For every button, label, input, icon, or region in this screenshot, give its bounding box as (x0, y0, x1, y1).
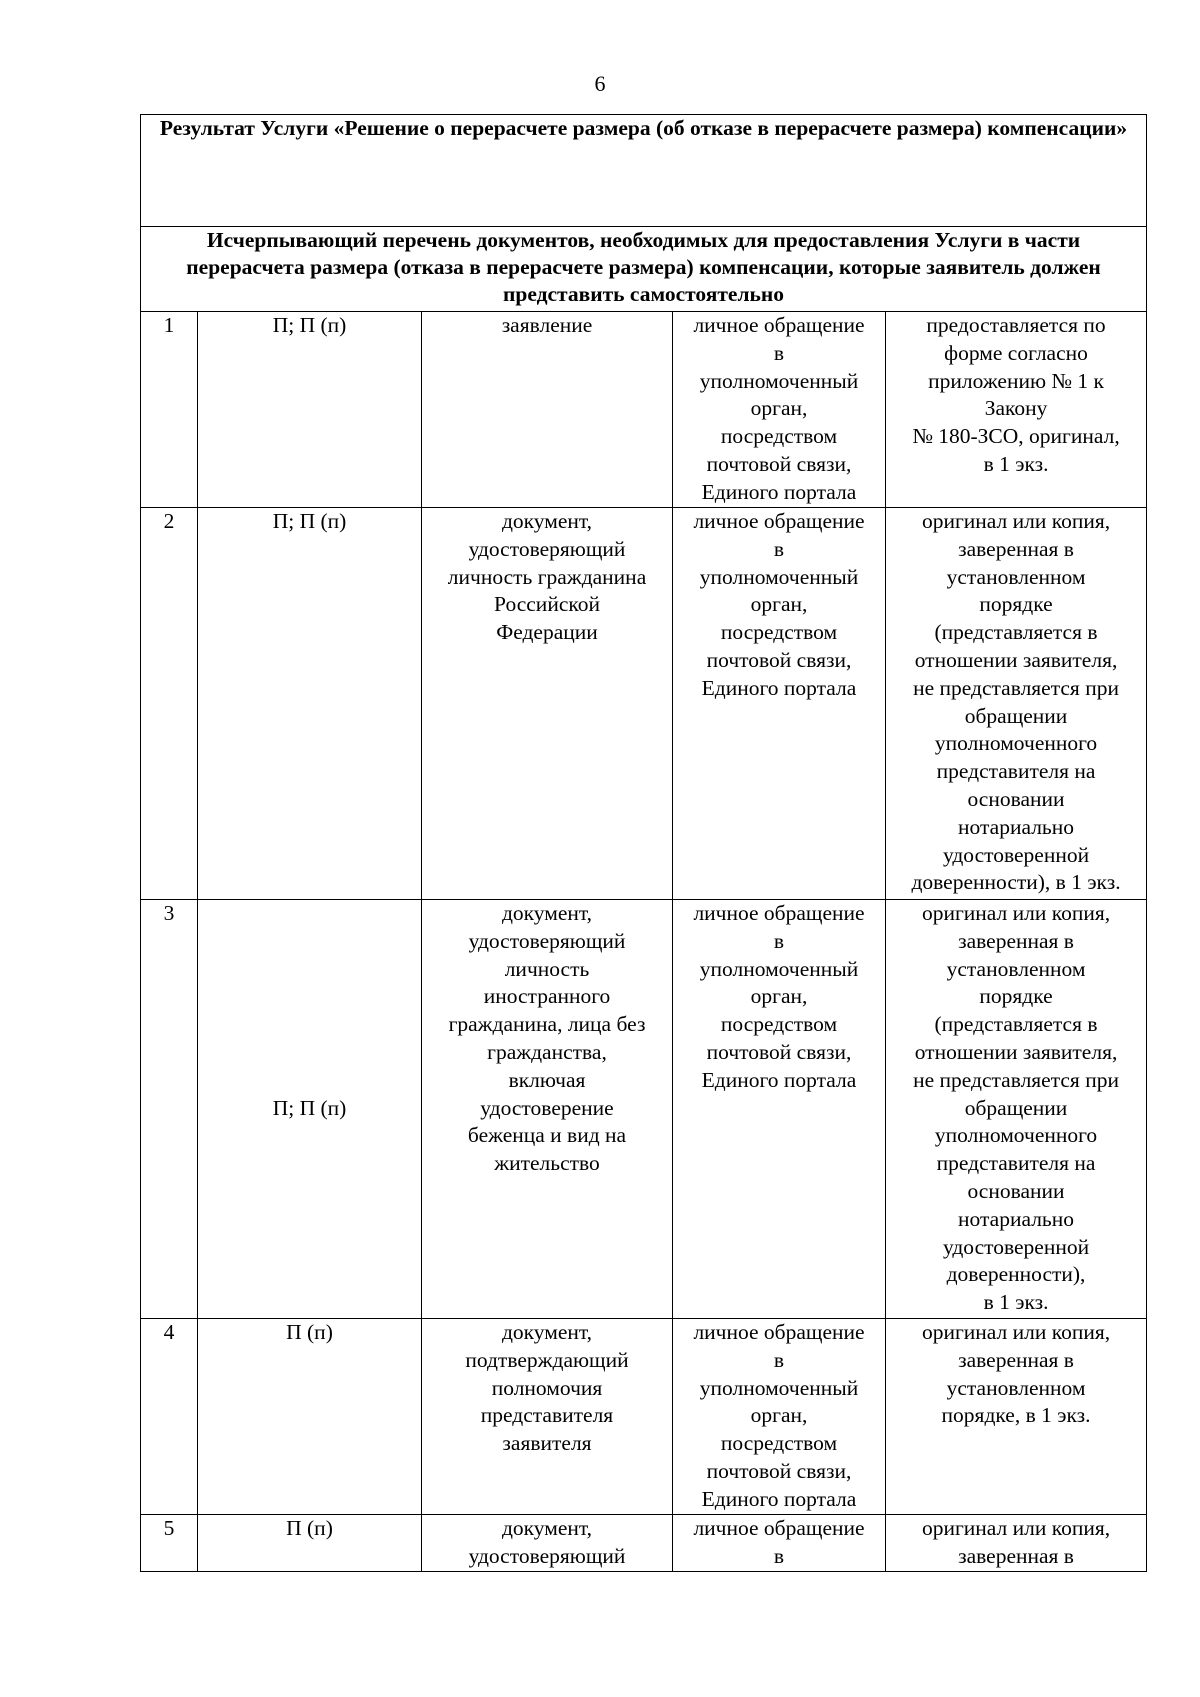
row-number: 1 (141, 312, 198, 508)
row-type: П (п) (198, 1515, 422, 1572)
row-method: личное обращение в уполномоченный орган, посредством почтовой связи, Единого портала (673, 312, 886, 508)
table-row (141, 1319, 1147, 1515)
row-type: П; П (п) (198, 900, 422, 1319)
page-number: 6 (594, 71, 606, 96)
row-number: 3 (141, 900, 198, 1319)
row-requirements: оригинал или копия, заверенная в установленном порядке (представляется в отношении заявителя, не представляется при обращении уполномоченного представителя на основании нотариально удостоверенной доверенности), в 1 экз. (886, 900, 1147, 1319)
table-row (141, 1515, 1147, 1572)
row-type: П; П (п) (198, 508, 422, 900)
row-requirements: оригинал или копия, заверенная в установленном порядке (представляется в отношении заявителя, не представляется при обращении уполномоченного представителя на основании нотариально удостоверенной доверенности), в 1 экз. (886, 508, 1147, 900)
row-method: личное обращение в (673, 1515, 886, 1572)
row-document: документ, подтверждающий полномочия представителя заявителя (422, 1319, 673, 1515)
row-document: документ, удостоверяющий личность иностранного гражданина, лица без гражданства, включая удостоверение беженца и вид на жительство (422, 900, 673, 1319)
row-document: документ, удостоверяющий (422, 1515, 673, 1572)
row-method: личное обращение в уполномоченный орган, посредством почтовой связи, Единого портала (673, 508, 886, 900)
table-row (141, 900, 1147, 1319)
row-document: заявление (422, 312, 673, 508)
row-number: 2 (141, 508, 198, 900)
row-method: личное обращение в уполномоченный орган, посредством почтовой связи, Единого портала (673, 900, 886, 1319)
row-type: П; П (п) (198, 312, 422, 508)
row-number: 4 (141, 1319, 198, 1515)
service-result-title: Результат Услуги «Решение о перерасчете размера (об отказе в перерасчете размера) компенсации» (141, 115, 1147, 227)
table-header-row (141, 227, 1147, 312)
table-row (141, 508, 1147, 900)
row-type: П (п) (198, 1319, 422, 1515)
row-requirements: оригинал или копия, заверенная в установленном порядке, в 1 экз. (886, 1319, 1147, 1515)
row-number: 5 (141, 1515, 198, 1572)
row-requirements: оригинал или копия, заверенная в (886, 1515, 1147, 1572)
documents-list-title: Исчерпывающий перечень документов, необходимых для предоставления Услуги в части перерасчета размера (отказа в перерасчете размера) компенсации, которые заявитель должен представить самостоятельно (141, 227, 1147, 312)
row-method: личное обращение в уполномоченный орган, посредством почтовой связи, Единого портала (673, 1319, 886, 1515)
row-document: документ, удостоверяющий личность гражданина Российской Федерации (422, 508, 673, 900)
row-requirements: предоставляется по форме согласно приложению № 1 к Закону № 180-ЗСО, оригинал, в 1 экз. (886, 312, 1147, 508)
table-header-row (141, 115, 1147, 227)
table-row (141, 312, 1147, 508)
documents-table (140, 114, 1147, 1572)
